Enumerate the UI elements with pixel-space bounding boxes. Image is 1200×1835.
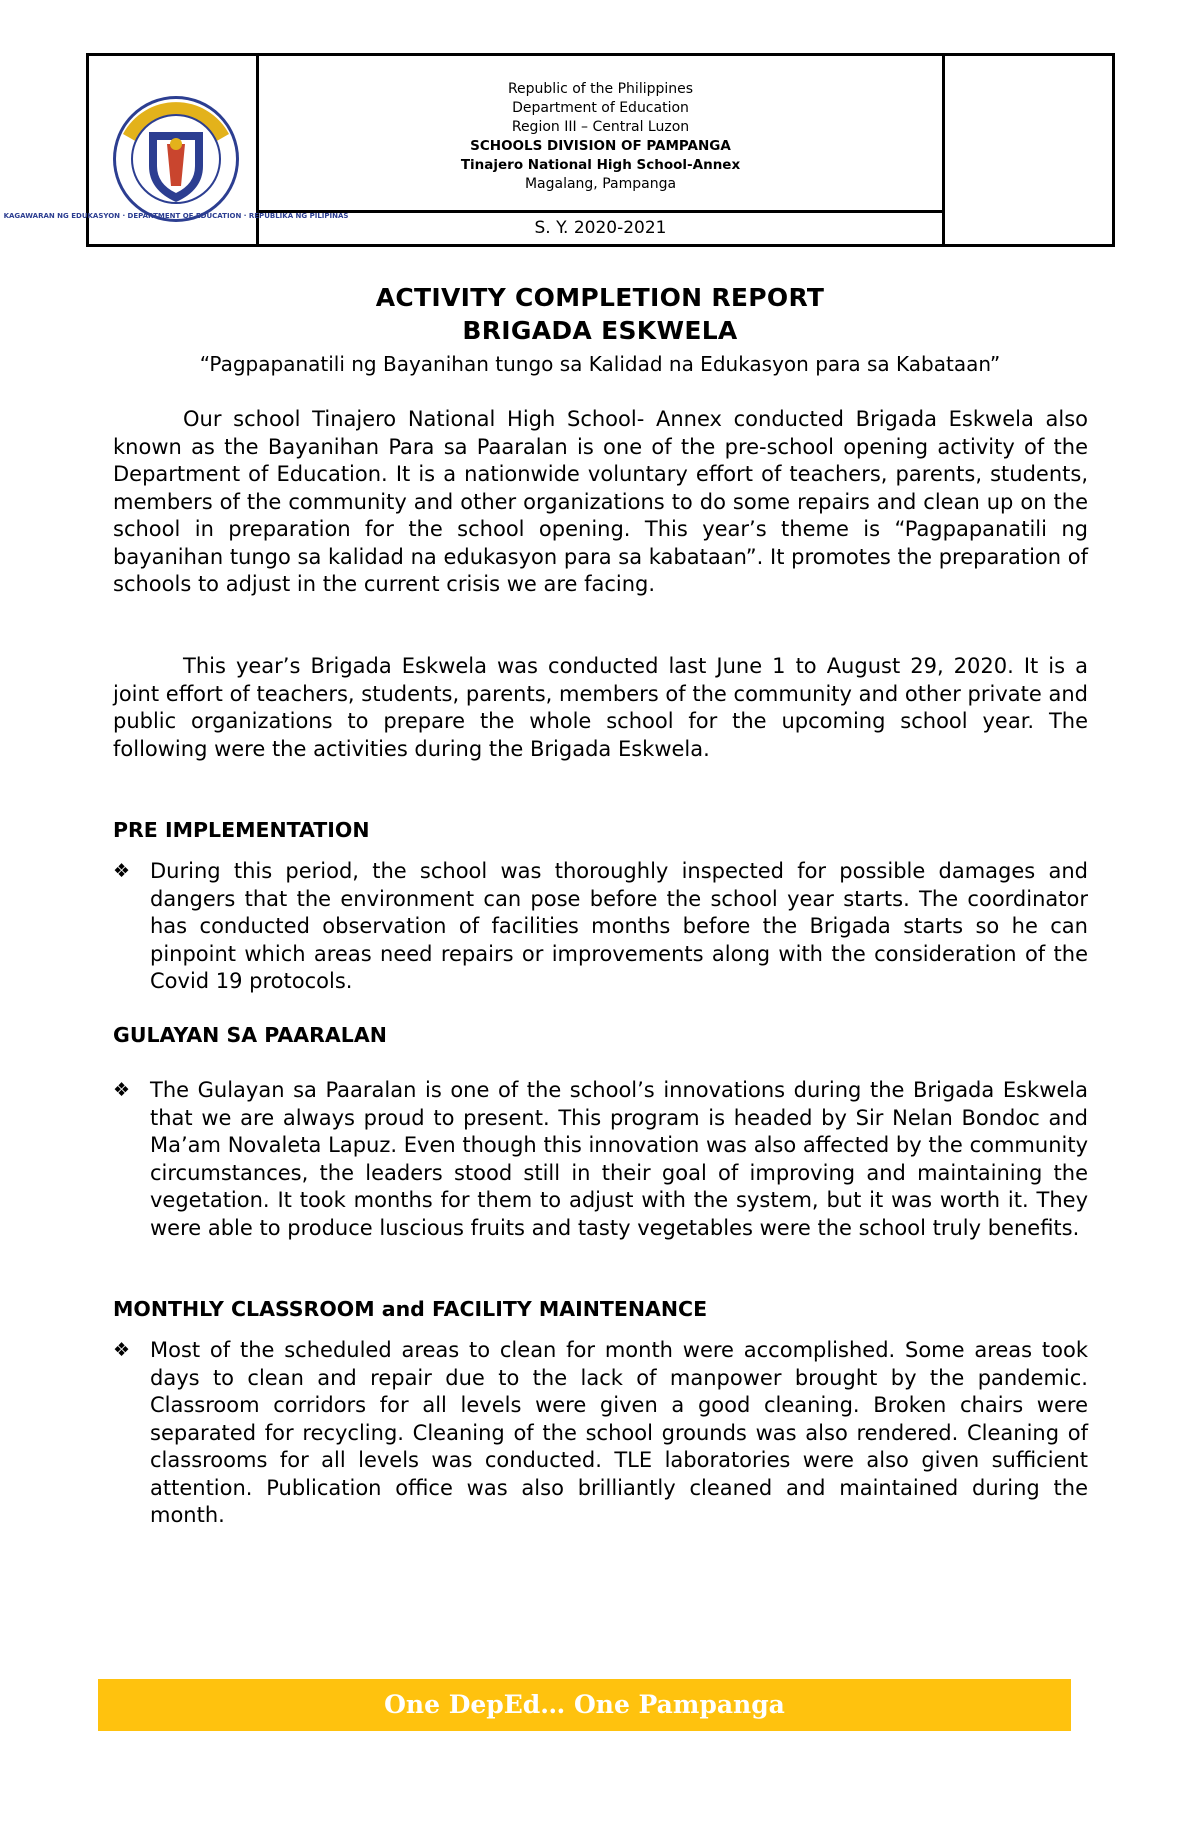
bullet-icon: ❖ <box>113 860 131 882</box>
letterhead-right-cell <box>945 56 1112 244</box>
footer-banner <box>98 1679 1071 1731</box>
svg-text:KAGAWARAN NG EDUKASYON · DEPAR: KAGAWARAN NG EDUKASYON · DEPARTMENT OF EDUCATION · REPUBLIKA NG PILIPINAS <box>3 212 349 220</box>
division-name: SCHOOLS DIVISION OF PAMPANGA <box>470 138 731 154</box>
agency-line-department: Department of Education <box>512 100 689 116</box>
agency-line-region: Region III – Central Luzon <box>511 119 690 135</box>
list-item <box>113 858 1088 996</box>
list-item <box>113 1077 1088 1242</box>
school-year: S. Y. 2020-2021 <box>534 218 667 238</box>
section-heading-gulayan: GULAYAN SA PAARALAN <box>113 1023 387 1047</box>
deped-seal-icon <box>3 94 349 224</box>
school-location: Magalang, Pampanga <box>524 176 677 192</box>
bullet-icon: ❖ <box>113 1079 131 1101</box>
logo-cell <box>3 56 349 244</box>
report-subtitle: BRIGADA ESKWELA <box>462 316 738 345</box>
school-name: Tinajero National High School-Annex <box>460 157 741 173</box>
section-heading-maintenance: MONTHLY CLASSROOM and FACILITY MAINTENANCE <box>113 1297 708 1321</box>
letterhead-table <box>3 53 1115 247</box>
letterhead-center <box>259 56 945 244</box>
report-theme: “Pagpapanatili ng Bayanihan tungo sa Kalidad na Edukasyon para sa Kabataan” <box>199 352 1001 376</box>
schedule-paragraph: This year’s Brigada Eskwela was conducted last June 1 to August 29, 2020. It is a joint effort of teachers, students, parents, members of the community and other private and public organizations to prepare the whole school for the upcoming school year. The following were the activities during the Brigada Eskwela. <box>113 654 1088 761</box>
intro-paragraph: Our school Tinajero National High School- Annex conducted Brigada Eskwela also known as the Bayanihan Para sa Paaralan is one of the pre-school opening activity of the Department of Education. It is a nationwide voluntary effort of teachers, parents, students, members of the community and other organizations to do some repairs and clean up on the school in preparation for the school opening. This year’s theme is “Pagpapanatili ng bayanihan tungo sa kalidad na edukasyon para sa kabataan”. It promotes the preparation of schools to adjust in the current crisis we are facing. <box>113 407 1088 596</box>
agency-block <box>259 56 942 213</box>
bullet-text: During this period, the school was thoroughly inspected for possible damages and dangers that the environment can pose before the school year starts. The coordinator has conducted observation of facilities months before the Brigada starts so he can pinpoint which areas need repairs or improvements along with the consideration of the Covid 19 protocols. <box>150 859 1088 993</box>
footer-slogan: One DepEd… One Pampanga <box>384 1690 785 1719</box>
report-title: ACTIVITY COMPLETION REPORT <box>375 283 825 312</box>
bullet-text: Most of the scheduled areas to clean for month were accomplished. Some areas took days to clean and repair due to the lack of manpower brought by the pandemic. Classroom corridors for all levels were given a good cleaning. Broken chairs were separated for recycling. Cleaning of the school grounds was also rendered. Cleaning of classrooms for all levels was conducted. TLE laboratories were also given sufficient attention. Publication office was also brilliantly cleaned and maintained during the month. <box>150 1338 1088 1527</box>
section-heading-pre-implementation: PRE IMPLEMENTATION <box>113 818 370 842</box>
list-item <box>113 1337 1088 1530</box>
agency-line-republic: Republic of the Philippines <box>507 81 694 97</box>
bullet-text: The Gulayan sa Paaralan is one of the school’s innovations during the Brigada Eskwela that we are always proud to present. This program is headed by Sir Nelan Bondoc and Ma’am Novaleta Lapuz. Even though this innovation was also affected by the community circumstances, the leaders stood still in their goal of improving and maintaining the vegetation. It took months for them to adjust with the system, but it was worth it. They were able to produce luscious fruits and tasty vegetables were the school truly benefits. <box>150 1078 1088 1240</box>
bullet-icon: ❖ <box>113 1339 131 1361</box>
